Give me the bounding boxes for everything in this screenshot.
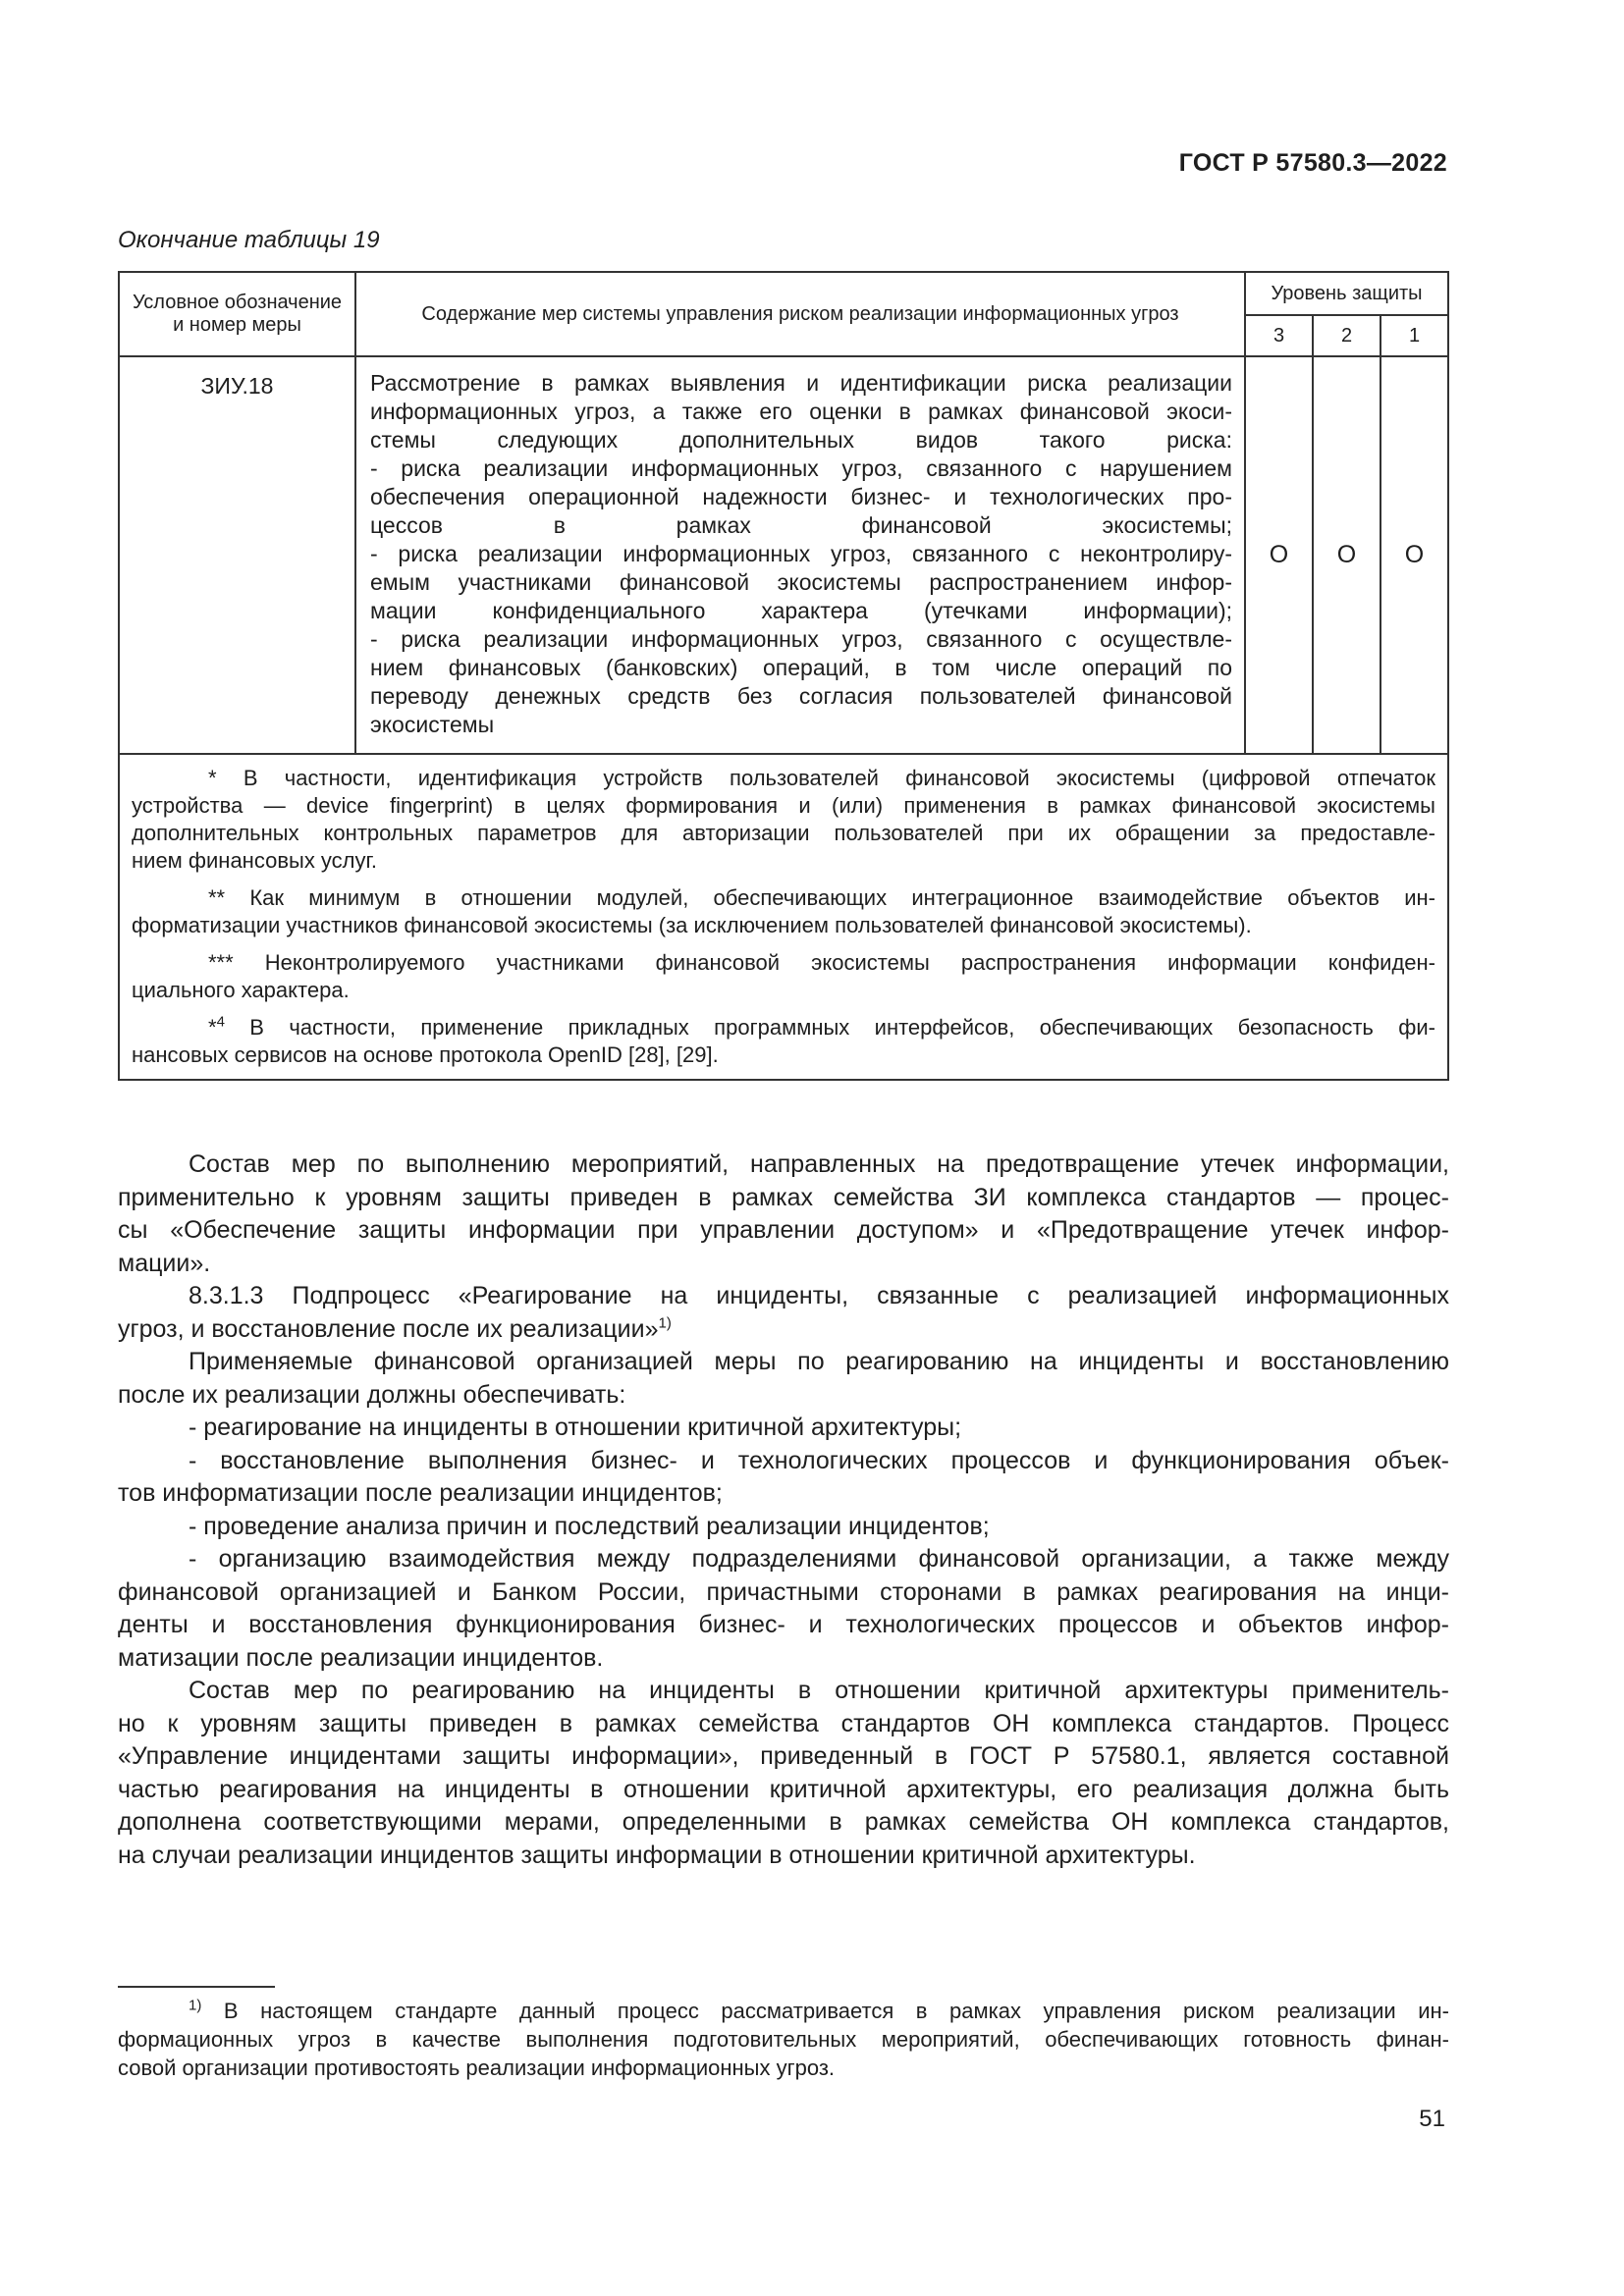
table-note-3: [132, 949, 1435, 1004]
content-line: мации конфиденциального характера (утечками информации);: [370, 598, 1232, 623]
header-level-2: 2: [1313, 315, 1380, 356]
content-line: переводу денежных средств без согласия пользователей финансовой: [370, 683, 1232, 709]
text-line: формационных угроз в качестве выполнения подготовительных мероприятий, обеспечивающих готовность финан-: [118, 2027, 1449, 2052]
text-line: Состав мер по реагированию на инциденты в отношении критичной архитектуры применитель-: [189, 1677, 1449, 1704]
text-line: финансовой организацией и Банком России, причастными сторонами в рамках реагирования на инци-: [118, 1577, 1449, 1606]
text-line: «Управление инцидентами защиты информации», приведенный в ГОСТ Р 57580.1, является составной: [118, 1742, 1449, 1770]
paragraph-incident-measures: [118, 1675, 1449, 1872]
header-content: Содержание мер системы управления риском реализации информационных угроз: [355, 272, 1245, 356]
text-line: ** Как минимум в отношении модулей, обеспечивающих интеграционное взаимодействие объектов ин-: [208, 885, 1435, 910]
content-line: стемы следующих дополнительных видов такого риска:: [370, 427, 1232, 453]
text-line: - организацию взаимодействия между подразделениями финансовой организации, а также между: [189, 1545, 1449, 1573]
content-line: емым участниками финансовой экосистемы распространением инфор-: [370, 569, 1232, 595]
header-code: Условное обозначение и номер меры: [119, 272, 355, 356]
page-number: 51: [1419, 2106, 1445, 2132]
measure-content: [355, 356, 1245, 754]
content-line: Рассмотрение в рамках выявления и идентификации риска реализации: [370, 370, 1232, 396]
text-line: * В частности, идентификация устройств пользователей финансовой экосистемы (цифровой отпечаток: [208, 766, 1435, 790]
level-1-mark: О: [1380, 356, 1448, 754]
text-line: матизации после реализации инцидентов.: [118, 1643, 604, 1672]
text-line: нием финансовых услуг.: [132, 848, 377, 873]
note-marker-sup: 1): [189, 1997, 202, 2014]
measures-table: [118, 271, 1449, 1081]
table-note-1: [132, 765, 1435, 875]
content-line: обеспечения операционной надежности бизнес- и технологических про-: [370, 484, 1232, 509]
text-line: совой организации противостоять реализации информационных угроз.: [118, 2056, 836, 2080]
text-line: устройства — device fingerprint) в целях формирования и (или) применения в рамках финансовой экосистемы: [132, 793, 1435, 818]
text-line: нансовых сервисов на основе протокола OpenID [28], [29].: [132, 1042, 719, 1067]
level-3-mark: О: [1245, 356, 1313, 754]
text-line: - проведение анализа причин и последствий реализации инцидентов;: [189, 1512, 990, 1540]
footnote-divider: [118, 1986, 275, 1988]
table-note-4: [132, 1014, 1435, 1069]
header-level-group: Уровень защиты: [1245, 272, 1448, 315]
table-note-2: [132, 884, 1435, 939]
text-line: сы «Обеспечение защиты информации при управлении доступом» и «Предотвращение утечек инфор-: [118, 1216, 1449, 1244]
section-heading-8-3-1-3: [118, 1280, 1449, 1346]
table-row: [119, 356, 1448, 754]
content-line: - риска реализации информационных угроз, связанного с неконтролиру-: [370, 541, 1232, 566]
text-line: после их реализации должны обеспечивать:: [118, 1380, 626, 1409]
list-item: [118, 1543, 1449, 1675]
text-line: тов информатизации после реализации инцидентов;: [118, 1479, 723, 1507]
content-line: информационных угроз, а также его оценки в рамках финансовой экоси-: [370, 399, 1232, 424]
header-level-3: 3: [1245, 315, 1313, 356]
text-line: *$^4$ В частности, применение прикладных программных интерфейсов, обеспечивающих безопасность фи-: [208, 1013, 1435, 1040]
note-marker: *: [208, 1015, 217, 1040]
text-line: угроз, и восстановление после их реализации»$^{1)}$: [118, 1314, 672, 1343]
list-item: [118, 1511, 1449, 1544]
text-line: - реагирование на инциденты в отношении критичной архитектуры;: [189, 1414, 962, 1441]
list-item: [118, 1412, 1449, 1445]
text-line: циального характера.: [132, 978, 350, 1002]
content-line: нием финансовых (банковских) операций, в том числе операций по: [370, 655, 1232, 680]
text-line: дополнена соответствующими мерами, определенными в рамках семейства ОН комплекса стандартов,: [118, 1808, 1449, 1836]
level-2-mark: О: [1313, 356, 1380, 754]
text-line: - восстановление выполнения бизнес- и технологических процессов и функционирования объек-: [189, 1446, 1449, 1474]
text-line: дополнительных контрольных параметров для авторизации пользователей при их обращении за предоставле-: [132, 821, 1435, 845]
footnote-ref: 1): [658, 1314, 672, 1332]
header-level-1: 1: [1380, 315, 1448, 356]
table-notes: [119, 754, 1448, 1080]
text-line: но к уровням защиты приведен в рамках семейства стандартов ОН комплекса стандартов. Процесс: [118, 1709, 1449, 1737]
text-line: денты и восстановления функционирования бизнес- и технологических процессов и объектов инфор-: [118, 1611, 1449, 1638]
text-line: *** Неконтролируемого участниками финансовой экосистемы распространения информации конфиден-: [208, 950, 1435, 975]
text-line: 8.3.1.3 Подпроцесс «Реагирование на инциденты, связанные с реализацией информационных: [189, 1282, 1449, 1309]
content-line: экосистемы: [370, 712, 495, 737]
standard-designation: ГОСТ Р 57580.3—2022: [1178, 149, 1447, 177]
text-line: частью реагирования на инциденты в отношении критичной архитектуры, его реализация должна быть: [118, 1775, 1449, 1803]
paragraph-response-intro: [118, 1346, 1449, 1412]
paragraph-leak-measures: [118, 1148, 1449, 1280]
text-line: применительно к уровням защиты приведен в рамках семейства ЗИ комплекса стандартов — процес-: [118, 1183, 1449, 1211]
body-text: [118, 1148, 1449, 1872]
text-line: Применяемые финансовой организацией меры по реагированию на инциденты и восстановлению: [189, 1348, 1449, 1375]
note-marker-sup: 4: [216, 1013, 225, 1031]
table-caption: Окончание таблицы 19: [118, 227, 380, 253]
content-line: - риска реализации информационных угроз, связанного с нарушением: [370, 455, 1232, 481]
text-line: на случаи реализации инцидентов защиты информации в отношении критичной архитектуры.: [118, 1841, 1196, 1869]
content-line: - риска реализации информационных угроз, связанного с осуществле-: [370, 626, 1232, 652]
text-line: Состав мер по выполнению мероприятий, направленных на предотвращение утечек информации,: [189, 1150, 1449, 1178]
text-line: форматизации участников финансовой экосистемы (за исключением пользователей финансовой экосистемы).: [132, 913, 1252, 937]
measure-code: ЗИУ.18: [119, 356, 355, 754]
content-line: цессов в рамках финансовой экосистемы;: [370, 512, 1232, 538]
footnote: [118, 1997, 1449, 2082]
text-line: $^{1)}$ В настоящем стандарте данный процесс рассматривается в рамках управления риском реализации ин-: [189, 1997, 1449, 2023]
list-item: [118, 1445, 1449, 1511]
text-line: мации».: [118, 1249, 211, 1277]
